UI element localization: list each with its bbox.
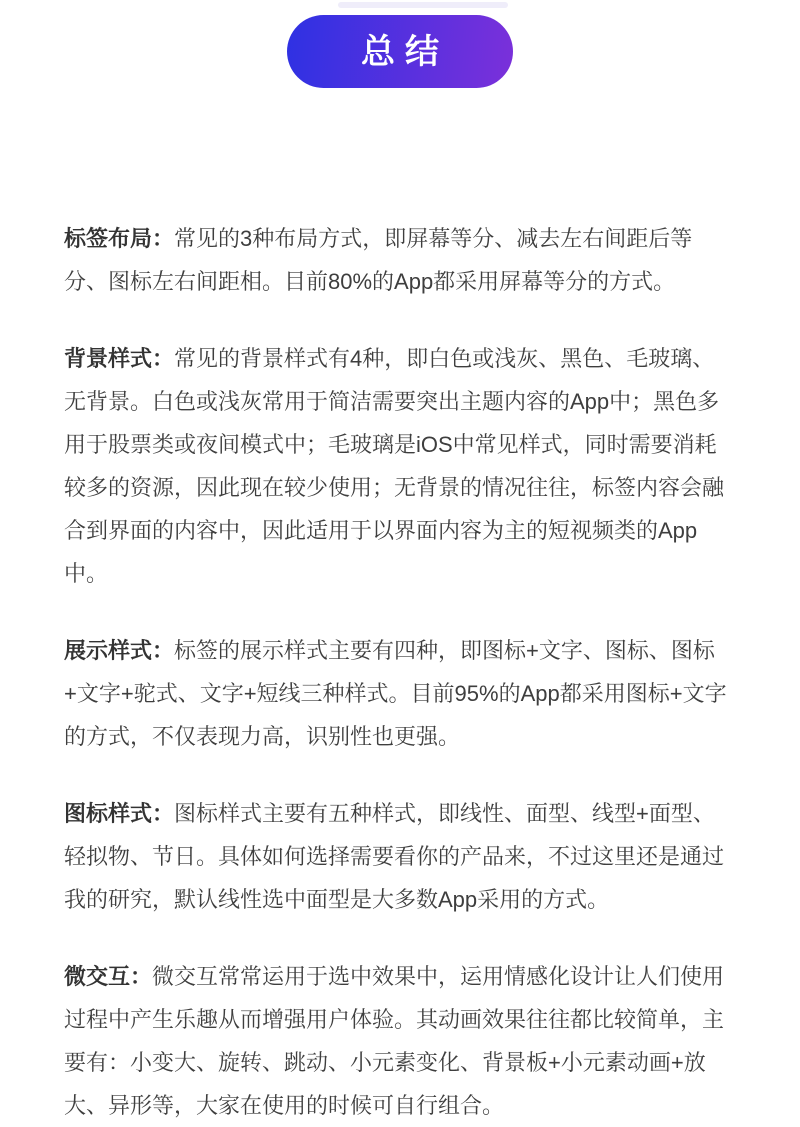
summary-badge — [287, 15, 513, 88]
paragraph-text-background-style: 常见的背景样式有4种，即白色或浅灰、黑色、毛玻璃、无背景。白色或浅灰常用于简洁需要突出主题内容的App中；黑色多用于股票类或夜间模式中；毛玻璃是iOS中常见样式，同时需要消耗较多的资源，因此现在较少使用；无背景的情况往往，标签内容会融合到界面的内容中，因此适用于以界面内容为主的短视频类的App中。 — [64, 346, 725, 586]
top-cropped-element — [338, 2, 508, 8]
paragraph-text-display-style: 标签的展示样式主要有四种，即图标+文字、图标、图标+文字+驼式、文字+短线三种样式。目前95%的App都采用图标+文字的方式，不仅表现力高，识别性也更强。 — [64, 638, 727, 749]
paragraph-micro-interaction — [64, 955, 736, 1127]
paragraph-background-style — [64, 337, 736, 595]
paragraph-label-layout — [64, 217, 736, 303]
paragraph-lead-micro-interaction: 微交互： — [64, 964, 153, 989]
paragraph-text-icon-style: 图标样式主要有五种样式，即线性、面型、线型+面型、轻拟物、节日。具体如何选择需要看你的产品来，不过这里还是通过我的研究，默认线性选中面型是大多数App采用的方式。 — [64, 801, 725, 912]
paragraph-icon-style — [64, 792, 736, 921]
summary-badge-label: 总结 — [361, 32, 449, 71]
paragraph-text-micro-interaction: 微交互常常运用于选中效果中，运用情感化设计让人们使用过程中产生乐趣从而增强用户体验。其动画效果往往都比较简单，主要有：小变大、旋转、跳动、小元素变化、背景板+小元素动画+放大、异形等，大家在使用的时候可自行组合。 — [64, 964, 725, 1118]
paragraph-lead-display-style: 展示样式： — [64, 638, 175, 663]
paragraph-display-style — [64, 629, 736, 758]
paragraph-text-label-layout: 常见的3种布局方式，即屏幕等分、减去左右间距后等分、图标左右间距相。目前80%的App都采用屏幕等分的方式。 — [64, 226, 693, 294]
article-body — [64, 217, 736, 1127]
paragraph-lead-label-layout: 标签布局： — [64, 226, 175, 251]
paragraph-lead-background-style: 背景样式： — [64, 346, 175, 371]
paragraph-lead-icon-style: 图标样式： — [64, 801, 175, 826]
